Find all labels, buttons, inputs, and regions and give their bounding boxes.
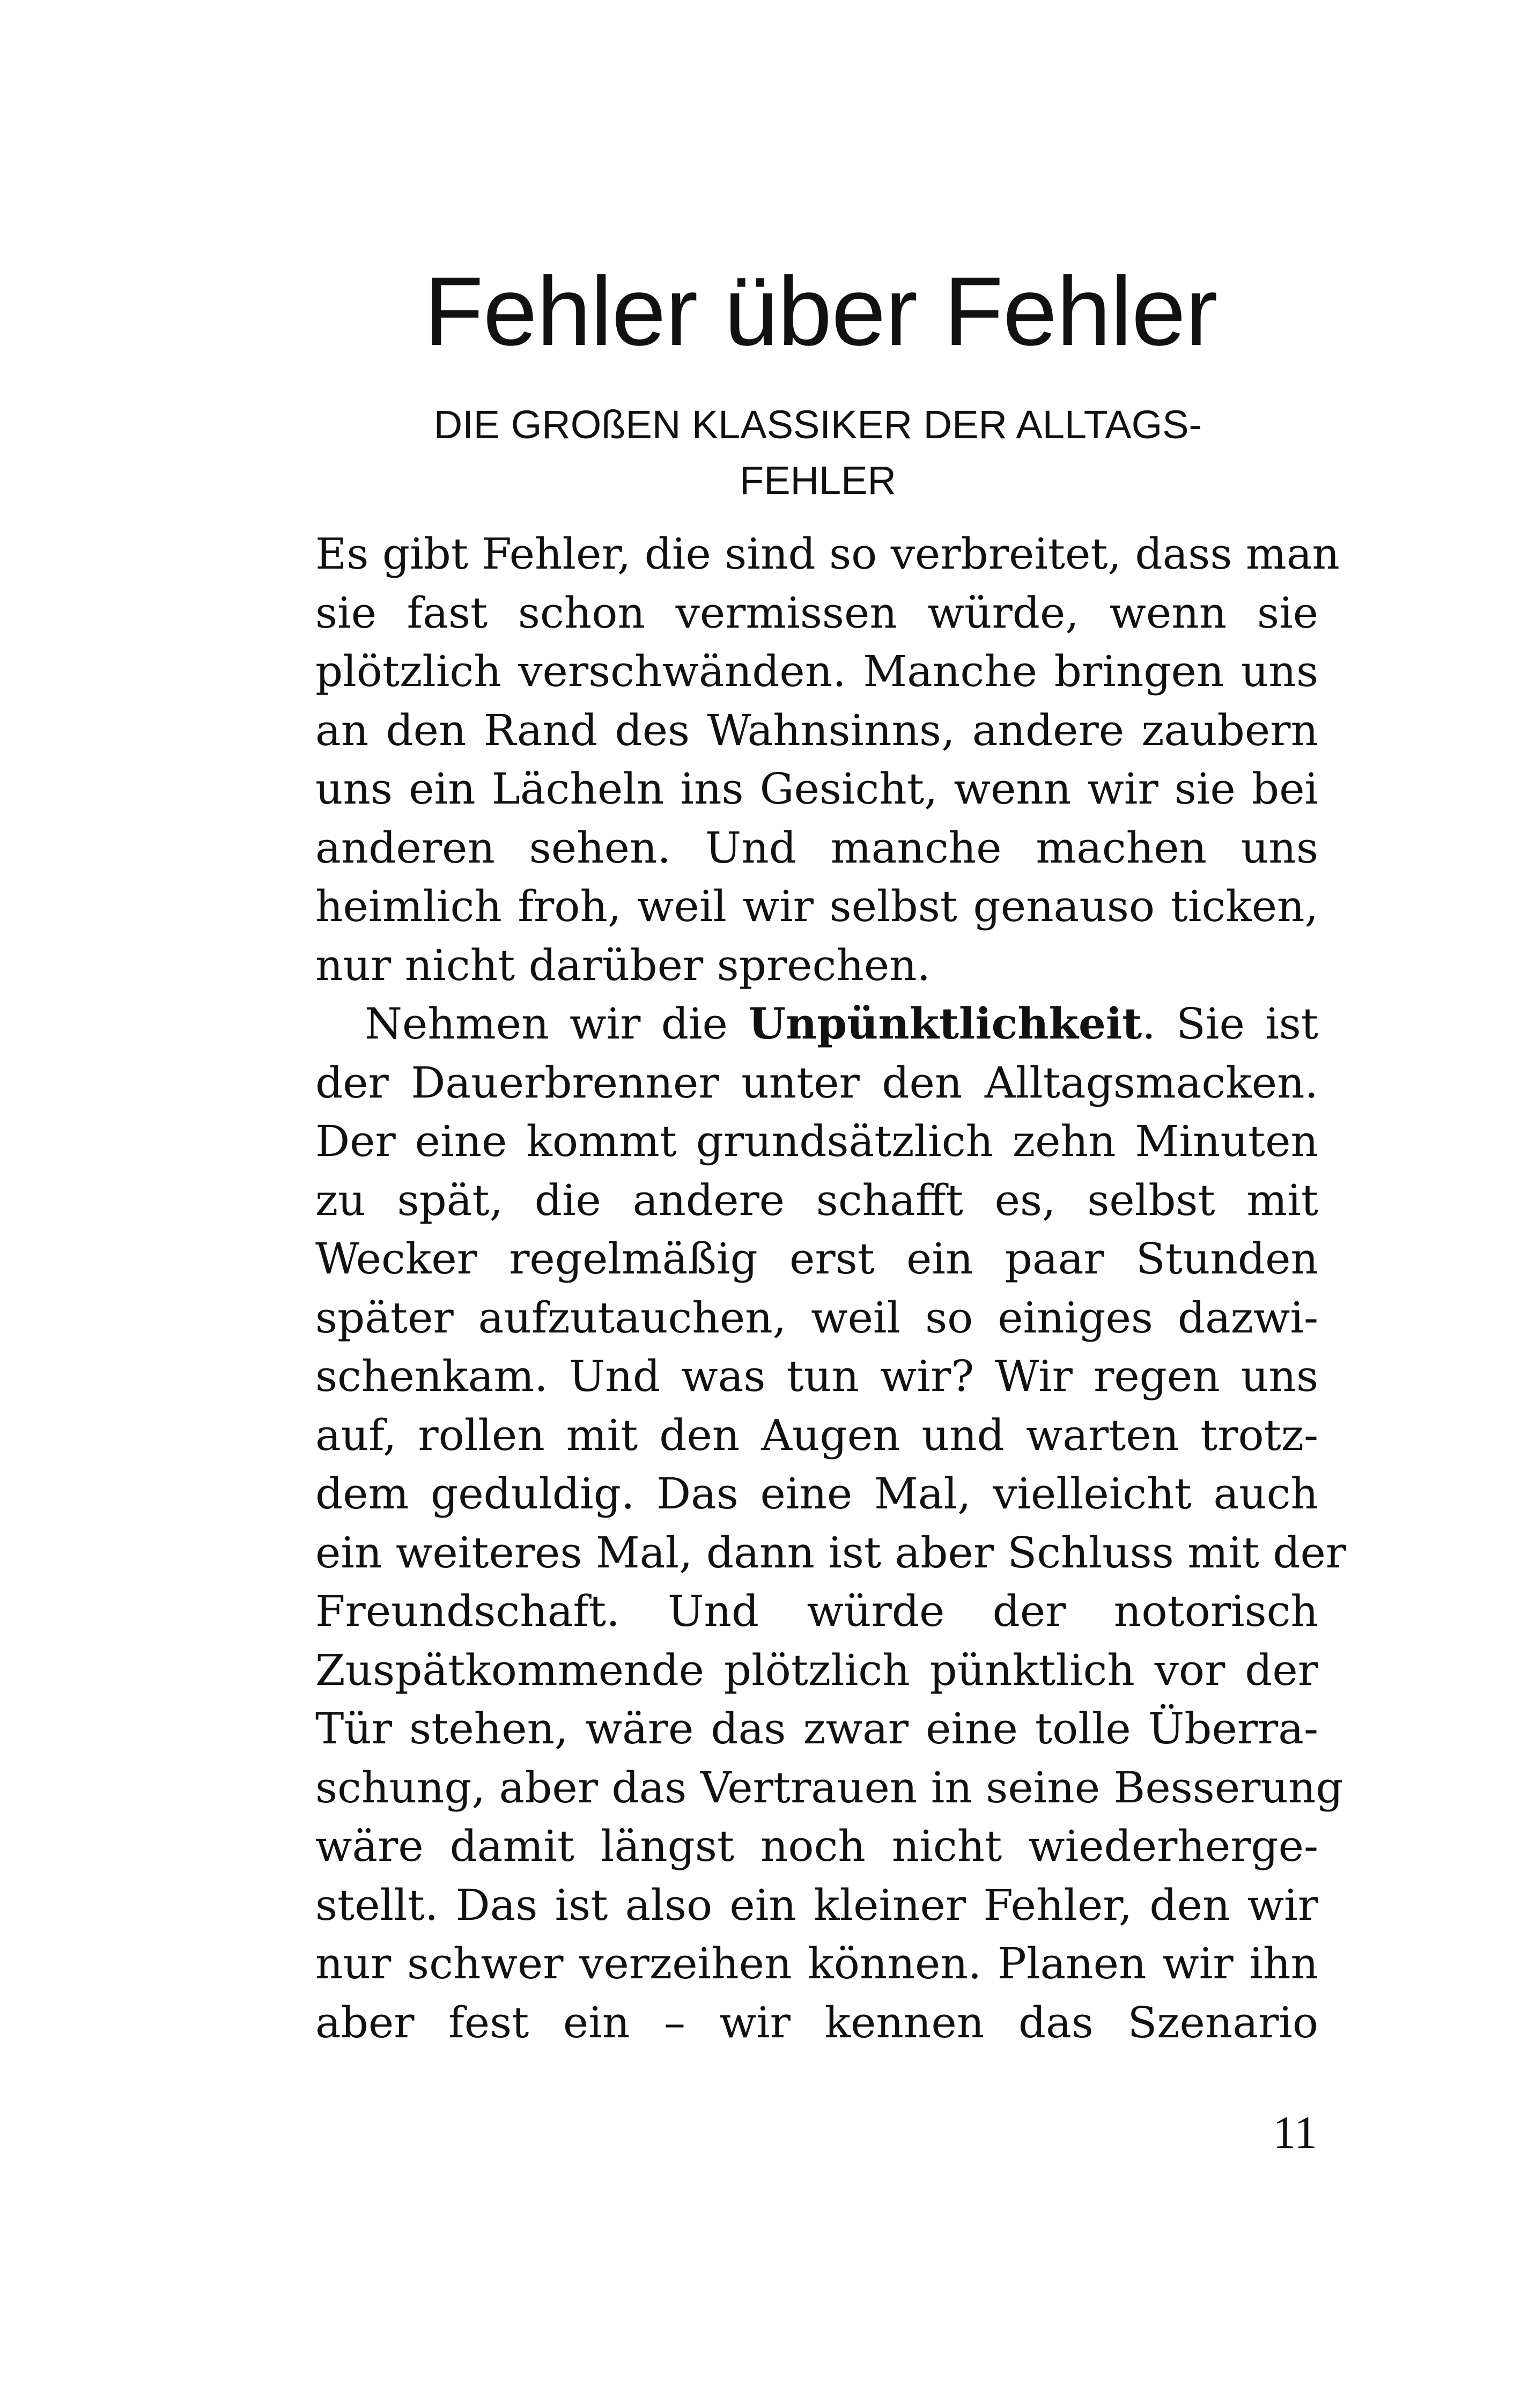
text-line: Wecker regelmäßig erst ein paar Stunden — [315, 1234, 1318, 1284]
text-line: Tür stehen, wäre das zwar eine tolle Überra- — [315, 1704, 1318, 1754]
text-line: plötzlich verschwänden. Manche bringen uns — [315, 646, 1318, 696]
text-line: Zuspätkommende plötzlich pünktlich vor der — [315, 1645, 1318, 1695]
paragraph-2 — [315, 995, 1347, 2052]
paragraph-1 — [315, 525, 1340, 995]
text-line: an den Rand des Wahnsinns, andere zaubern — [315, 705, 1318, 755]
chapter-subtitle — [375, 397, 1260, 509]
text-line: anderen sehen. Und manche machen uns — [315, 822, 1318, 873]
text-line: heimlich froh, weil wir selbst genauso ticken, — [315, 881, 1318, 931]
text-line: nur schwer verzeihen können. Planen wir ihn — [315, 1939, 1318, 1989]
text-line: ein weiteres Mal, dann ist aber Schluss mit der — [315, 1527, 1347, 1578]
text-line: auf, rollen mit den Augen und warten trotz- — [315, 1410, 1318, 1460]
text-line: dem geduldig. Das eine Mal, vielleicht auch — [315, 1469, 1318, 1519]
text-line: stellt. Das ist also ein kleiner Fehler, den wir — [315, 1880, 1318, 1930]
text-run: Nehmen wir die — [365, 999, 749, 1049]
text-line: Freundschaft. Und würde der notorisch — [315, 1586, 1318, 1636]
page-number: 11 — [1273, 2107, 1317, 2158]
subtitle-line-2: FEHLER — [740, 458, 896, 503]
text-line: Der eine kommt grundsätzlich zehn Minuten — [315, 1116, 1318, 1166]
text-run: . Sie ist — [1142, 999, 1319, 1049]
text-line: Es gibt Fehler, die sind so verbreitet, dass man — [315, 529, 1340, 579]
body-text — [315, 525, 1347, 2052]
text-line — [315, 995, 1318, 1054]
text-line: wäre damit längst noch nicht wiederherge- — [315, 1821, 1318, 1871]
text-line: uns ein Lächeln ins Gesicht, wenn wir sie bei — [315, 764, 1318, 814]
text-line: schung, aber das Vertrauen in seine Besserung — [315, 1762, 1343, 1813]
text-line: später aufzutauchen, weil so einiges dazwi- — [315, 1292, 1318, 1343]
text-line: sie fast schon vermissen würde, wenn sie — [315, 587, 1318, 638]
subtitle-line-1: DIE GROßEN KLASSIKER DER ALLTAGS- — [433, 402, 1202, 447]
text-line: der Dauerbrenner unter den Alltagsmacken. — [315, 1057, 1318, 1108]
text-line: nur nicht darüber sprechen. — [315, 940, 931, 990]
text-line: zu spät, die andere schafft es, selbst mit — [315, 1175, 1318, 1225]
emphasis-term: Unpünktlichkeit — [748, 998, 1142, 1049]
text-line: schenkam. Und was tun wir? Wir regen uns — [315, 1351, 1318, 1401]
chapter-title: Fehler über Fehler — [424, 256, 1217, 366]
text-line: aber fest ein – wir kennen das Szenario — [315, 1997, 1318, 2048]
